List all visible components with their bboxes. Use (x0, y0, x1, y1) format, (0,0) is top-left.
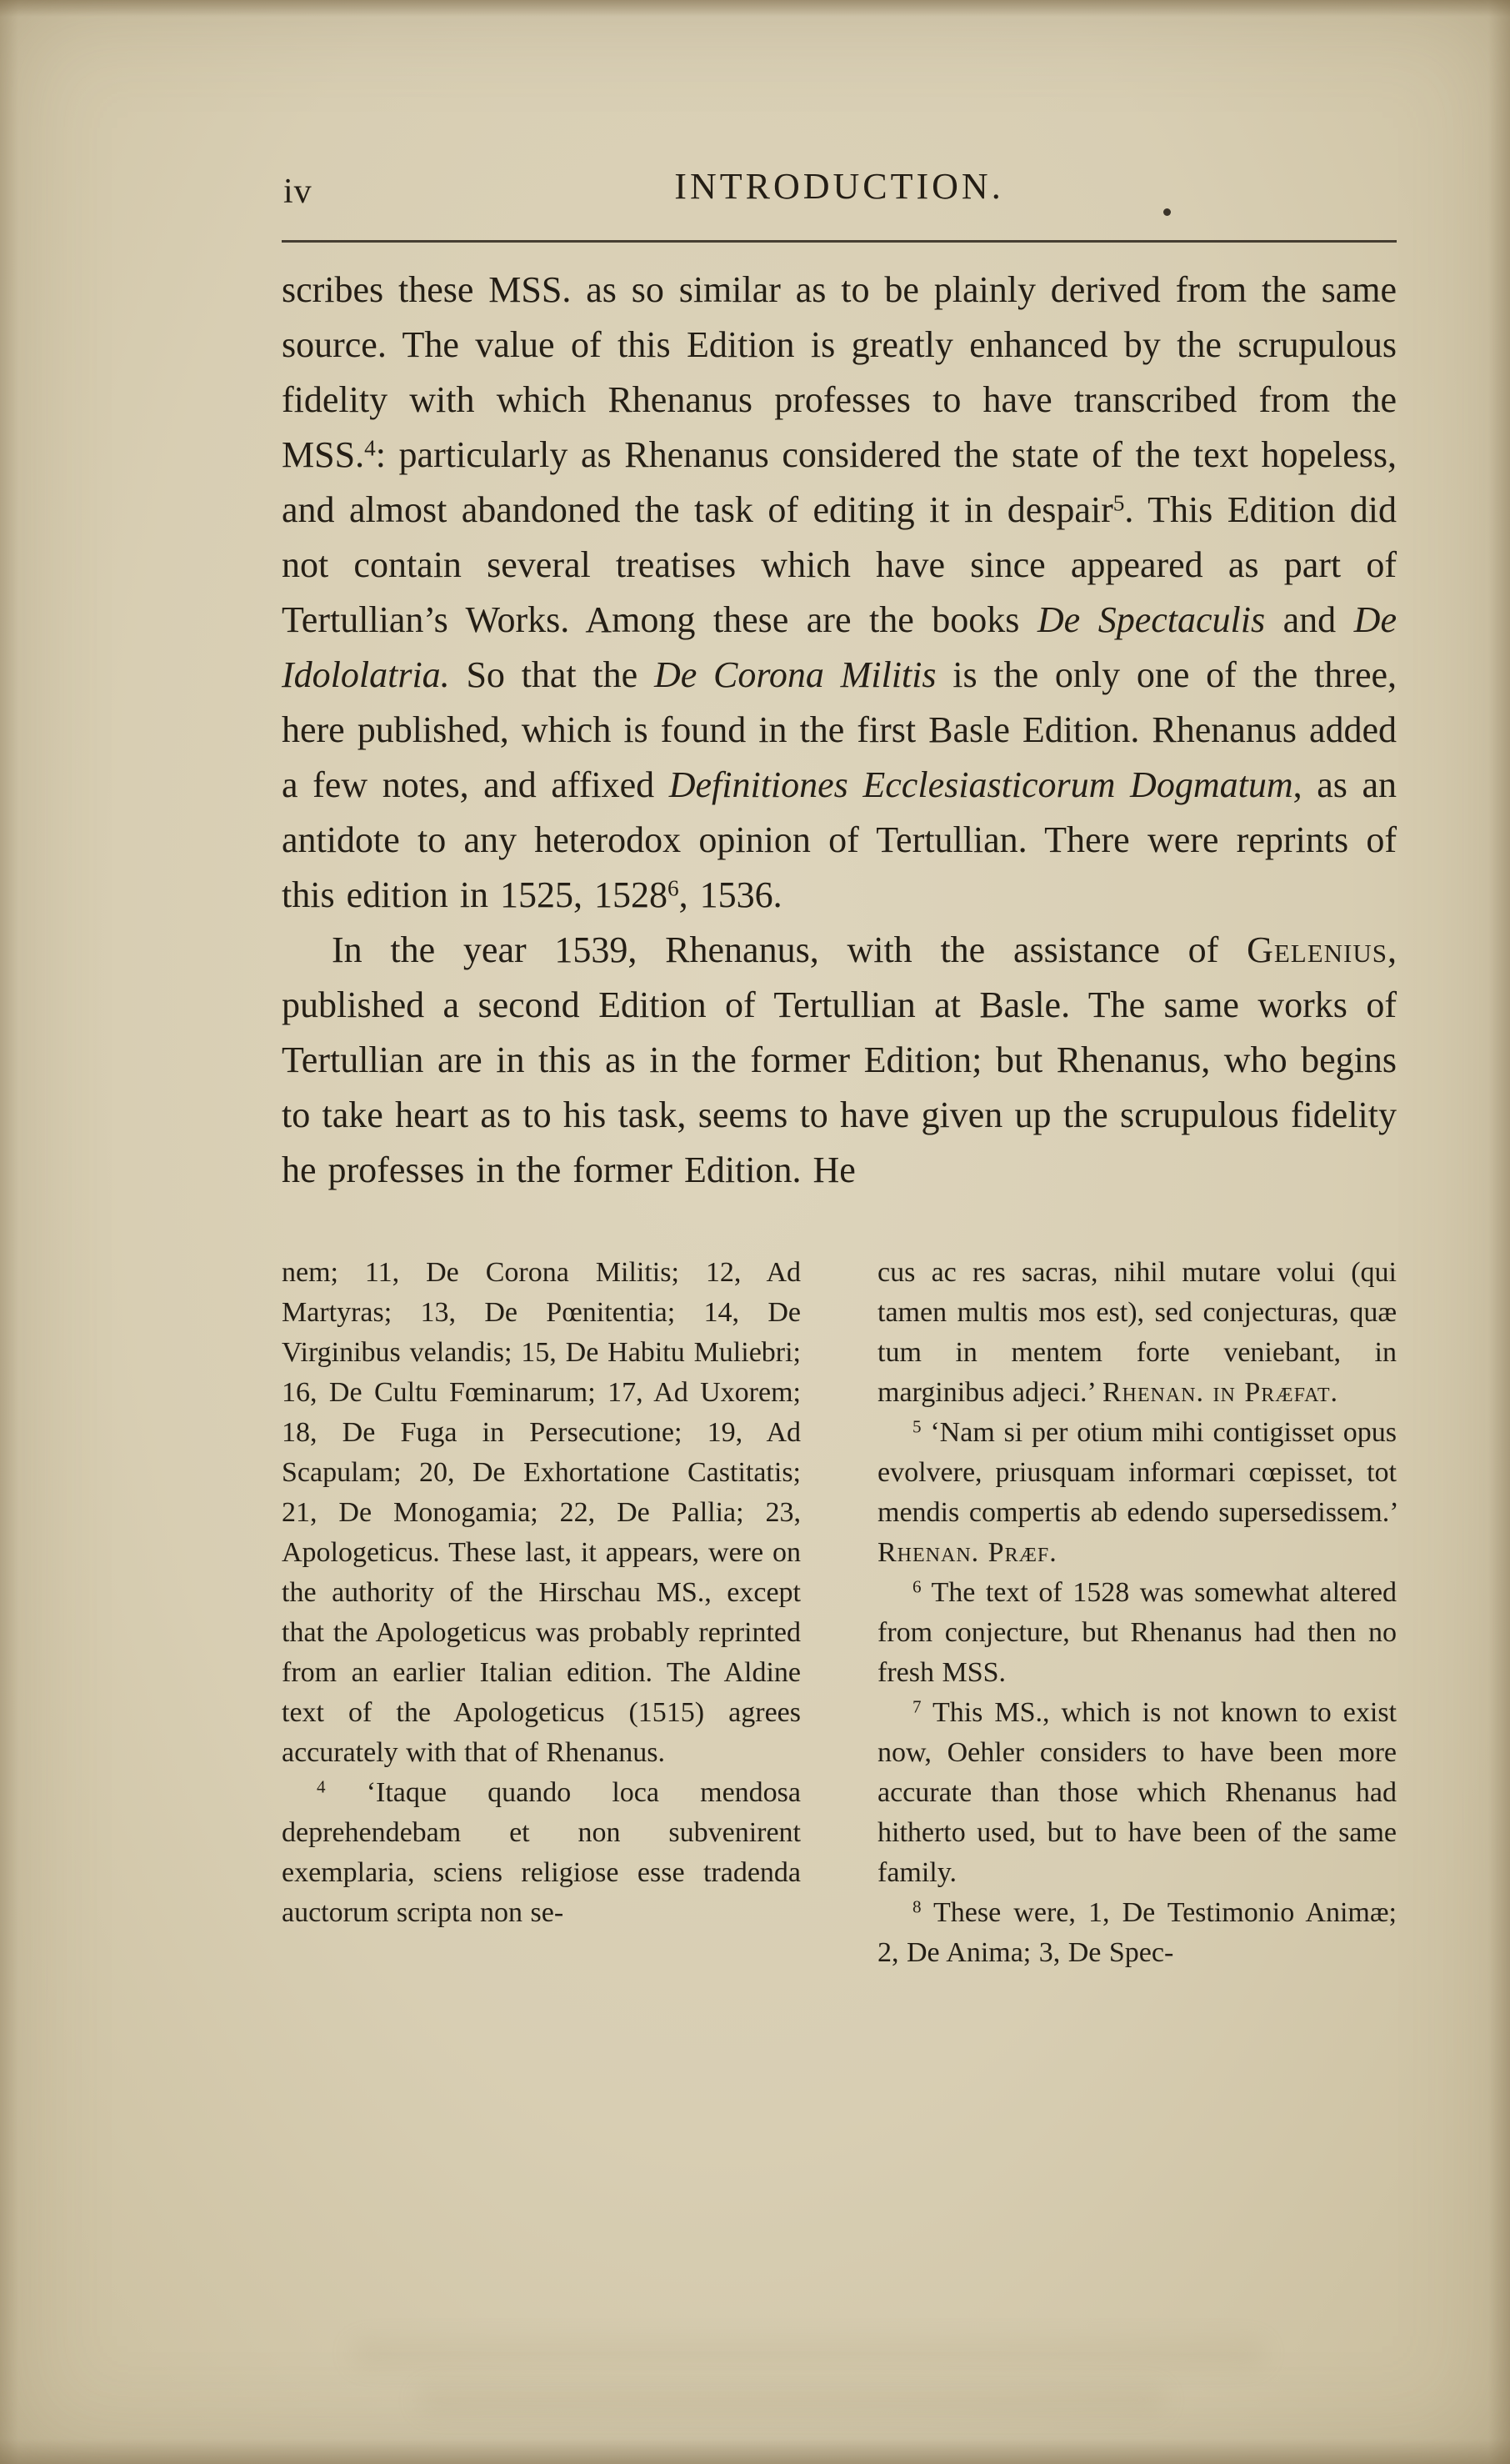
header-rule (282, 240, 1397, 243)
text-run: The text of 1528 was somewhat altered from conjecture, but Rhenanus had then no fresh MSS. (878, 1577, 1397, 1688)
ink-dot-artifact (1163, 208, 1171, 216)
text-run: and (1265, 599, 1354, 640)
footnote-column-left (282, 1253, 801, 1973)
text-run: 7 (912, 1696, 922, 1717)
text-run: 4 (364, 435, 376, 461)
footnote-column-right (878, 1253, 1397, 1973)
text-run: 8 (912, 1896, 922, 1917)
text-run: 6 (912, 1576, 922, 1597)
page-title: INTRODUCTION. (674, 166, 1004, 207)
text-run: De Spectaculis (1037, 599, 1266, 640)
text-block (282, 163, 1397, 1973)
text-run: De Corona Militis (653, 654, 937, 695)
text-run: , as an antidote to any heterodox opinion of Tertullian. There were reprints of this edition in 1525, 1528 (282, 764, 1398, 915)
text-run: 4 (317, 1776, 326, 1797)
footnote-paragraph (878, 1253, 1397, 1413)
page-number: iv (283, 173, 312, 211)
text-run: is the only one of the three, here published, which is found in the first Basle Edition. Rhenanus added a few notes, and affixed (282, 654, 1398, 805)
footnote-paragraph (878, 1693, 1397, 1893)
text-run: . This Edition did not contain several treatises which have since appeared as part of Tertullian’s Works. Among these are the books (282, 489, 1397, 640)
body-paragraph (282, 923, 1397, 1198)
text-run: : particularly as Rhenanus considered the state of the text hopeless, and almost abandoned the task of editing it in despair (282, 434, 1397, 530)
text-run: Rhenan. Præf. (878, 1537, 1058, 1568)
text-run: Definitiones Ecclesiasticorum Dogmatum (668, 764, 1293, 805)
show-through-artifact (350, 2339, 1267, 2367)
page-header (282, 163, 1397, 218)
text-run: 6 (668, 875, 679, 901)
body-paragraph (282, 263, 1397, 923)
text-run: Gelenius (1247, 929, 1388, 970)
show-through-artifact (417, 2386, 1167, 2414)
footnote-paragraph (282, 1773, 801, 1933)
footnote-paragraph (878, 1413, 1397, 1573)
text-run: ‘Nam si per otium mihi contigisset opus evolvere, priusquam informari cœpisset, tot mendis compertis ab edendo supersedissem.’ (878, 1417, 1397, 1528)
footnote-paragraph (878, 1893, 1397, 1973)
text-run: ‘Itaque quando loca mendosa deprehendebam et non subvenirent exemplaria, sciens religiose esse tradenda auctorum scripta non se- (282, 1777, 801, 1928)
text-run: So that the (449, 654, 654, 695)
text-run: cus ac res sacras, nihil mutare volui (qui tamen multis mos est), sed conjecturas, quæ tum in mentem forte veniebant, in marginibus adjeci.’ (878, 1257, 1397, 1408)
text-run: De Idololatria. (282, 599, 1397, 695)
footnotes-section (282, 1253, 1397, 1973)
text-run: 5 (1112, 490, 1125, 516)
text-run: nem; 11, De Corona Militis; 12, Ad Martyras; 13, De Pœnitentia; 14, De Virginibus velandis; 15, De Habitu Muliebri; 16, De Cultu Fœminarum; 17, Ad Uxorem; 18, De Fuga in Persecutione; 19, Ad Scapulam; 20, De Exhortatione Castitatis; 21, De Monogamia; 22, De Pallia; 23, Apologeticus. These last, it appears, were on the authority of the Hirschau MS., except that the Apologeticus was probably reprinted from an earlier Italian edition. The Aldine text of the Apologeticus (1515) agrees accurately with that of Rhenanus. (282, 1257, 801, 1768)
text-run: This MS., which is not known to exist now, Oehler considers to have been more accurate than those which Rhenanus had hitherto used, but to have been of the same family. (878, 1697, 1397, 1888)
text-run: In the year 1539, Rhenanus, with the assistance of (332, 929, 1248, 970)
text-run: scribes these MSS. as so similar as to be plainly derived from the same source. The value of this Edition is greatly enhanced by the scrupulous fidelity with which Rhenanus professes to have transcribed from the MSS. (282, 269, 1397, 475)
footnote-paragraph (282, 1253, 801, 1773)
body-text (282, 263, 1397, 1198)
text-run: , published a second Edition of Tertullian at Basle. The same works of Tertullian are in this as in the former Edition; but Rhenanus, who begins to take heart as to his task, seems to have given up the scrupulous fidelity he professes in the former Edition. He (282, 929, 1397, 1190)
text-run: 5 (912, 1416, 922, 1437)
text-run: Rhenan. in Præfat. (1102, 1377, 1338, 1408)
text-run: , 1536. (678, 874, 782, 915)
text-run: These were, 1, De Testimonio Animæ; 2, De Anima; 3, De Spec- (878, 1897, 1397, 1968)
footnote-paragraph (878, 1573, 1397, 1693)
